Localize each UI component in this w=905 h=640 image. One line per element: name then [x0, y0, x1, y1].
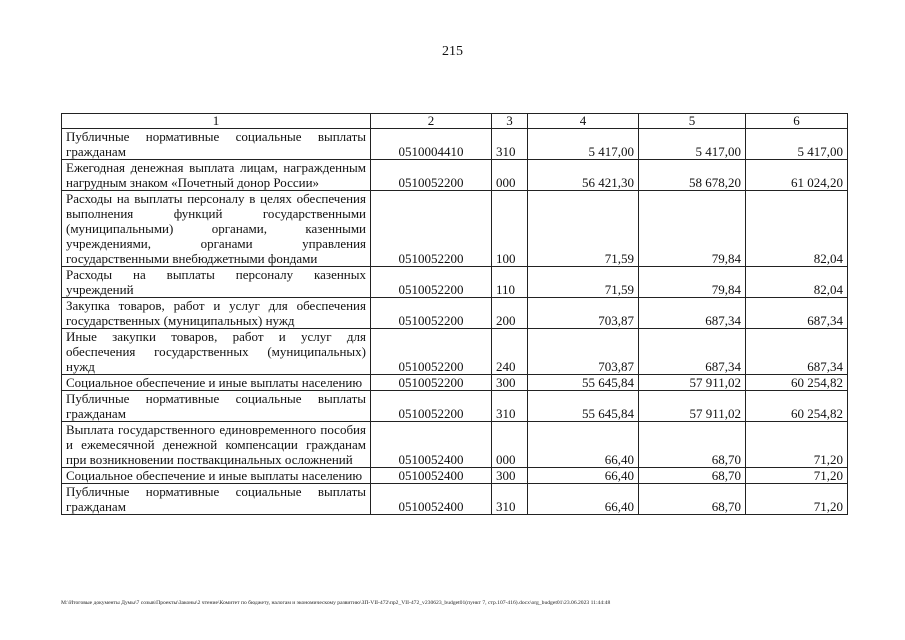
table-row	[62, 191, 848, 267]
row-amount-col-4: 5 417,00	[528, 129, 639, 160]
page-number: 215	[442, 44, 463, 59]
row-target-code: 0510004410	[371, 129, 492, 160]
row-amount-col-5: 687,34	[639, 298, 746, 329]
row-name: Публичные нормативные социальные выплаты гражданам	[62, 484, 371, 515]
budget-table	[61, 113, 848, 515]
row-name: Публичные нормативные социальные выплаты гражданам	[62, 129, 371, 160]
table-body	[62, 129, 848, 515]
row-name: Закупка товаров, работ и услуг для обеспечения государственных (муниципальных) нужд	[62, 298, 371, 329]
row-amount-col-6: 71,20	[746, 468, 848, 484]
header-col-5: 5	[639, 114, 746, 129]
row-amount-col-5: 68,70	[639, 468, 746, 484]
row-amount-col-4: 71,59	[528, 267, 639, 298]
row-amount-col-5: 58 678,20	[639, 160, 746, 191]
table-row	[62, 129, 848, 160]
row-target-code: 0510052200	[371, 298, 492, 329]
header-col-1: 1	[62, 114, 371, 129]
row-target-code: 0510052200	[371, 160, 492, 191]
header-col-3: 3	[492, 114, 528, 129]
row-amount-col-5: 57 911,02	[639, 391, 746, 422]
row-expense-type: 310	[492, 391, 528, 422]
row-amount-col-5: 687,34	[639, 329, 746, 375]
row-name: Публичные нормативные социальные выплаты гражданам	[62, 391, 371, 422]
row-amount-col-5: 79,84	[639, 191, 746, 267]
table-row	[62, 160, 848, 191]
file-path-footer: M:\Итоговые документы Думы\7 созыв\Проекты\Законы\2 чтение\Комитет по бюджету, налогам и экономическому развитию\ЗП-VII-472\пр2_VII-472_v230623_budget01(пункт 7, стр.107-416).docx\org_budget01\23.06.2023 11:44:48	[61, 600, 611, 606]
row-amount-col-6: 60 254,82	[746, 391, 848, 422]
row-target-code: 0510052200	[371, 375, 492, 391]
row-target-code: 0510052200	[371, 329, 492, 375]
row-name: Иные закупки товаров, работ и услуг для обеспечения государственных (муниципальных) нужд	[62, 329, 371, 375]
row-name: Расходы на выплаты персоналу в целях обеспечения выполнения функций государственными (муниципальными) органами, казенными учреждениями, органами управления государственными внебюджетными фондами	[62, 191, 371, 267]
row-amount-col-6: 82,04	[746, 191, 848, 267]
table-row	[62, 329, 848, 375]
row-target-code: 0510052400	[371, 484, 492, 515]
row-amount-col-4: 66,40	[528, 484, 639, 515]
row-amount-col-6: 687,34	[746, 298, 848, 329]
row-amount-col-4: 66,40	[528, 422, 639, 468]
row-expense-type: 100	[492, 191, 528, 267]
row-name: Выплата государственного единовременного пособия и ежемесячной денежной компенсации гражданам при возникновении поствакцинальных осложнений	[62, 422, 371, 468]
row-target-code: 0510052400	[371, 468, 492, 484]
row-target-code: 0510052200	[371, 191, 492, 267]
row-amount-col-4: 56 421,30	[528, 160, 639, 191]
row-target-code: 0510052200	[371, 391, 492, 422]
row-amount-col-6: 61 024,20	[746, 160, 848, 191]
row-amount-col-6: 71,20	[746, 422, 848, 468]
table-row	[62, 391, 848, 422]
row-amount-col-4: 71,59	[528, 191, 639, 267]
table-row	[62, 468, 848, 484]
row-name: Социальное обеспечение и иные выплаты населению	[62, 468, 371, 484]
row-amount-col-5: 79,84	[639, 267, 746, 298]
row-amount-col-6: 71,20	[746, 484, 848, 515]
row-target-code: 0510052400	[371, 422, 492, 468]
row-amount-col-5: 5 417,00	[639, 129, 746, 160]
table-row	[62, 422, 848, 468]
row-name: Расходы на выплаты персоналу казенных учреждений	[62, 267, 371, 298]
row-target-code: 0510052200	[371, 267, 492, 298]
row-expense-type: 310	[492, 129, 528, 160]
row-amount-col-4: 703,87	[528, 298, 639, 329]
row-amount-col-6: 5 417,00	[746, 129, 848, 160]
row-expense-type: 200	[492, 298, 528, 329]
table-row	[62, 267, 848, 298]
row-name: Социальное обеспечение и иные выплаты населению	[62, 375, 371, 391]
row-name: Ежегодная денежная выплата лицам, награжденным нагрудным знаком «Почетный донор России»	[62, 160, 371, 191]
row-amount-col-4: 55 645,84	[528, 391, 639, 422]
table-row	[62, 375, 848, 391]
header-col-2: 2	[371, 114, 492, 129]
row-amount-col-6: 687,34	[746, 329, 848, 375]
row-amount-col-5: 68,70	[639, 484, 746, 515]
row-expense-type: 240	[492, 329, 528, 375]
row-amount-col-6: 82,04	[746, 267, 848, 298]
row-amount-col-4: 66,40	[528, 468, 639, 484]
header-col-4: 4	[528, 114, 639, 129]
row-expense-type: 000	[492, 422, 528, 468]
header-col-6: 6	[746, 114, 848, 129]
header-row	[62, 114, 848, 129]
row-expense-type: 110	[492, 267, 528, 298]
row-expense-type: 000	[492, 160, 528, 191]
row-amount-col-5: 68,70	[639, 422, 746, 468]
row-amount-col-5: 57 911,02	[639, 375, 746, 391]
row-amount-col-4: 55 645,84	[528, 375, 639, 391]
table-row	[62, 484, 848, 515]
row-amount-col-6: 60 254,82	[746, 375, 848, 391]
row-expense-type: 300	[492, 375, 528, 391]
row-amount-col-4: 703,87	[528, 329, 639, 375]
row-expense-type: 310	[492, 484, 528, 515]
table-row	[62, 298, 848, 329]
row-expense-type: 300	[492, 468, 528, 484]
